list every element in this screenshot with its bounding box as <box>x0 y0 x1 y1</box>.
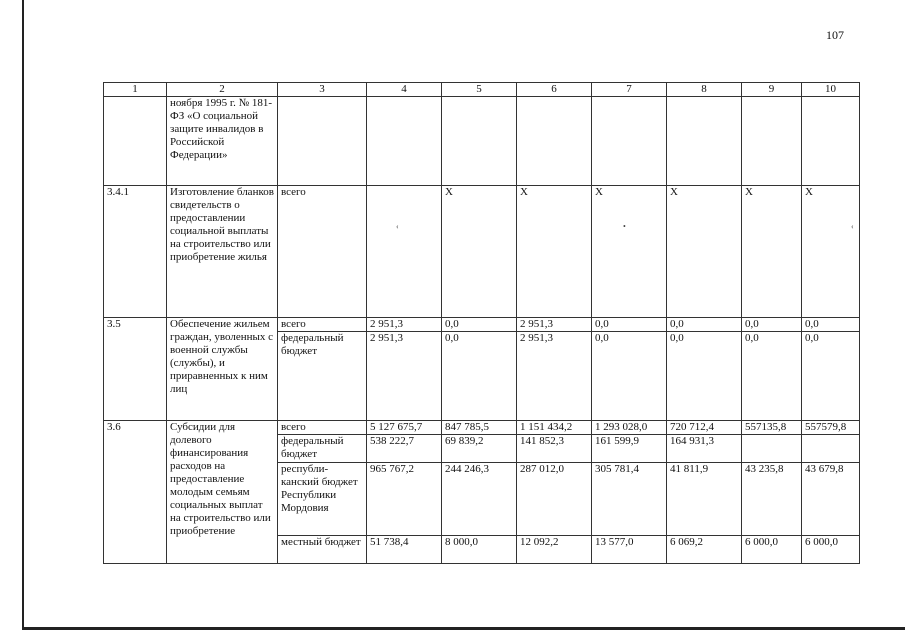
value-cell: 0,0 <box>742 332 802 421</box>
value-cell: 0,0 <box>442 318 517 332</box>
empty-cell <box>367 97 442 186</box>
value-cell: 0,0 <box>667 332 742 421</box>
value-cell: 164 931,3 <box>667 435 742 463</box>
value-cell: Х <box>667 186 742 318</box>
table-row <box>104 318 860 332</box>
value-cell: 6 000,0 <box>742 536 802 564</box>
empty-cell <box>667 97 742 186</box>
value-cell: 305 781,4 <box>592 463 667 536</box>
funding-source-cell: местный бюджет <box>278 536 367 564</box>
value-cell: Х <box>742 186 802 318</box>
value-cell: Х <box>517 186 592 318</box>
value-cell <box>802 435 860 463</box>
value-cell: Х <box>802 186 860 318</box>
funding-source-cell: всего <box>278 318 367 332</box>
value-cell: 2 951,3 <box>367 318 442 332</box>
row-number-cell: 3.4.1 <box>104 186 167 318</box>
column-number: 4 <box>367 83 442 97</box>
value-cell: 5 127 675,7 <box>367 421 442 435</box>
measure-name-cell: Изготовление бланков свидетельств о предоставлении социальной выплаты на строительство или приобретение жилья <box>167 186 278 318</box>
value-cell: 0,0 <box>742 318 802 332</box>
column-number: 10 <box>802 83 860 97</box>
column-number: 1 <box>104 83 167 97</box>
table-row <box>104 421 860 435</box>
measure-name-cell: Обеспечение жильем граждан, уволенных с военной службы (службы), и приравненных к ним лиц <box>167 318 278 421</box>
funding-source-cell: всего <box>278 186 367 318</box>
scan-speck: • <box>623 222 626 231</box>
value-cell: 847 785,5 <box>442 421 517 435</box>
column-number: 9 <box>742 83 802 97</box>
value-cell: 557135,8 <box>742 421 802 435</box>
value-cell: 13 577,0 <box>592 536 667 564</box>
value-cell: 0,0 <box>802 332 860 421</box>
column-number: 3 <box>278 83 367 97</box>
empty-cell <box>802 97 860 186</box>
value-cell: 41 811,9 <box>667 463 742 536</box>
value-cell: 720 712,4 <box>667 421 742 435</box>
value-cell: 557579,8 <box>802 421 860 435</box>
column-number-row <box>104 83 860 97</box>
value-cell: 1 293 028,0 <box>592 421 667 435</box>
column-number: 8 <box>667 83 742 97</box>
column-number: 7 <box>592 83 667 97</box>
value-cell: 0,0 <box>667 318 742 332</box>
value-cell <box>367 186 442 318</box>
value-cell: 43 235,8 <box>742 463 802 536</box>
value-cell: 6 069,2 <box>667 536 742 564</box>
empty-cell <box>278 97 367 186</box>
value-cell: 51 738,4 <box>367 536 442 564</box>
measure-name-cell: Субсидии для долевого финансирования расходов на предоставление молодым семьям социальных выплат на строительство или приобретение <box>167 421 278 564</box>
column-number: 5 <box>442 83 517 97</box>
value-cell: 2 951,3 <box>367 332 442 421</box>
funding-source-cell: республи-канский бюджет Республики Мордовия <box>278 463 367 536</box>
value-cell: 0,0 <box>592 332 667 421</box>
value-cell: Х <box>442 186 517 318</box>
table-row <box>104 97 860 186</box>
value-cell: 8 000,0 <box>442 536 517 564</box>
value-cell: 0,0 <box>592 318 667 332</box>
value-cell: 1 151 434,2 <box>517 421 592 435</box>
value-cell <box>742 435 802 463</box>
value-cell: 2 951,3 <box>517 318 592 332</box>
row-number-cell <box>104 97 167 186</box>
funding-source-cell: федеральный бюджет <box>278 332 367 421</box>
scan-speck: ‹ <box>851 222 854 231</box>
value-cell: 12 092,2 <box>517 536 592 564</box>
value-cell: 244 246,3 <box>442 463 517 536</box>
empty-cell <box>742 97 802 186</box>
empty-cell <box>442 97 517 186</box>
empty-cell <box>592 97 667 186</box>
column-number: 2 <box>167 83 278 97</box>
row-number-cell: 3.6 <box>104 421 167 564</box>
funding-source-cell: федеральный бюджет <box>278 435 367 463</box>
value-cell: 43 679,8 <box>802 463 860 536</box>
empty-cell <box>517 97 592 186</box>
value-cell: 6 000,0 <box>802 536 860 564</box>
value-cell: 965 767,2 <box>367 463 442 536</box>
value-cell: 69 839,2 <box>442 435 517 463</box>
row-number-cell: 3.5 <box>104 318 167 421</box>
scan-speck: ‹ <box>396 222 399 231</box>
value-cell: Х <box>592 186 667 318</box>
value-cell: 538 222,7 <box>367 435 442 463</box>
funding-source-cell: всего <box>278 421 367 435</box>
value-cell: 141 852,3 <box>517 435 592 463</box>
value-cell: 2 951,3 <box>517 332 592 421</box>
table-row <box>104 186 860 318</box>
page-number: 107 <box>826 28 844 42</box>
column-number: 6 <box>517 83 592 97</box>
value-cell: 287 012,0 <box>517 463 592 536</box>
value-cell: 0,0 <box>802 318 860 332</box>
budget-table <box>103 82 860 564</box>
value-cell: 0,0 <box>442 332 517 421</box>
measure-name-cell: ноября 1995 г. № 181-ФЗ «О социальной защите инвалидов в Российской Федерации» <box>167 97 278 186</box>
value-cell: 161 599,9 <box>592 435 667 463</box>
